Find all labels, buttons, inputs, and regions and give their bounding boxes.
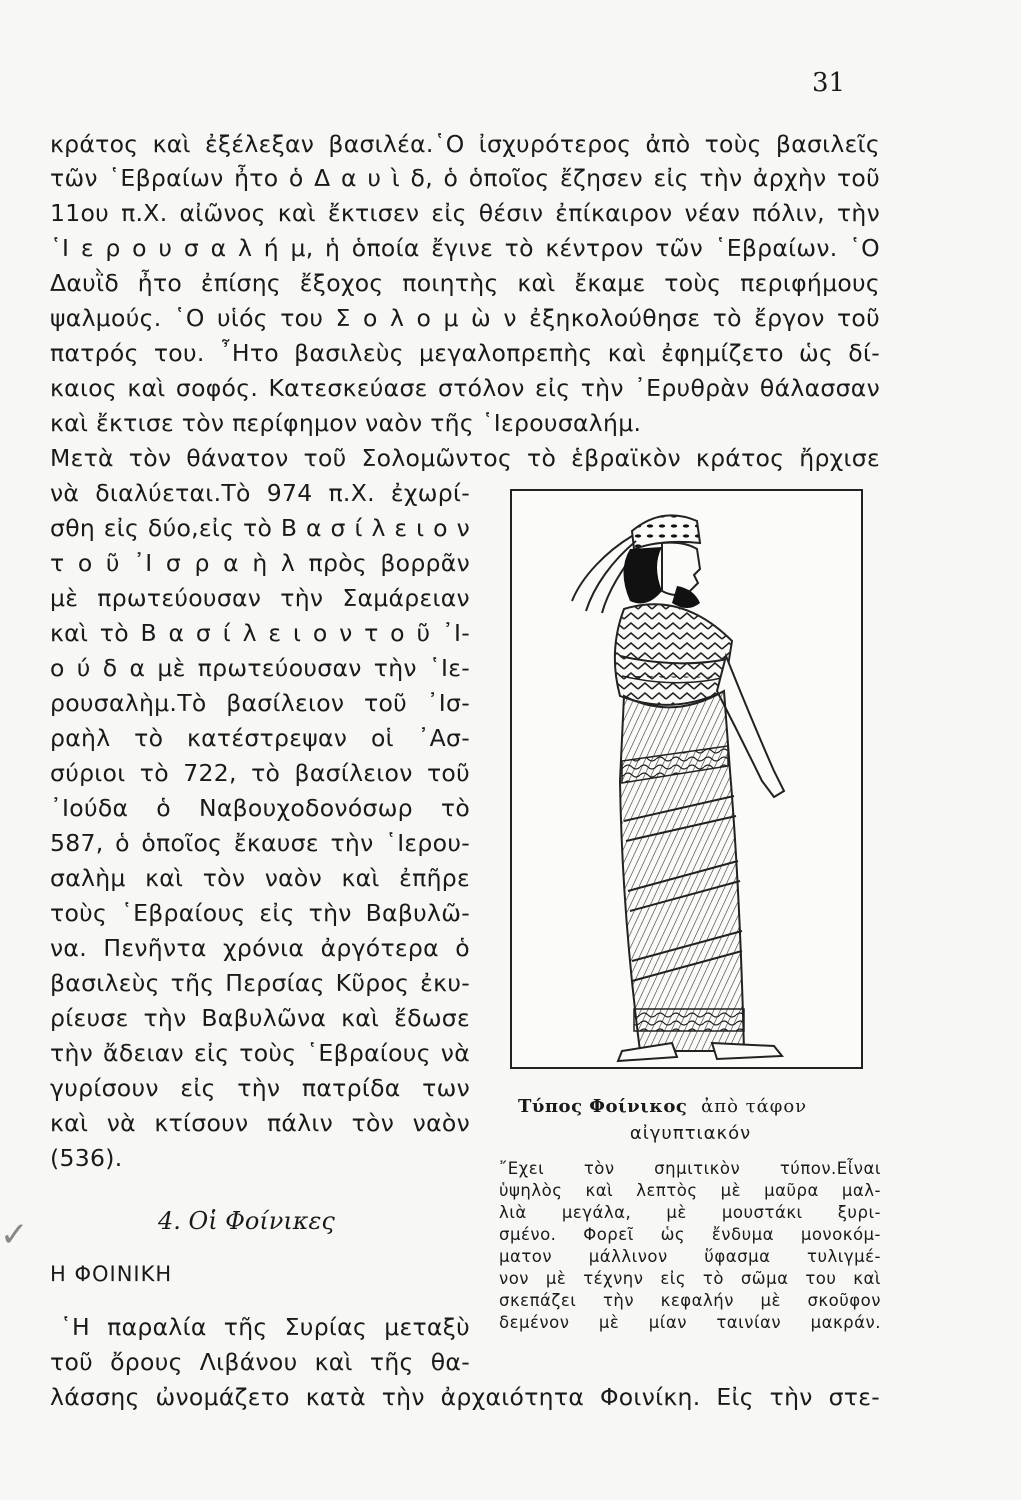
margin-check-mark: ✓ xyxy=(0,1215,29,1255)
text-line: μὲ πρωτεύουσαν τὴν Σαμάρειαν xyxy=(50,584,470,612)
page-number: 31 xyxy=(812,68,846,98)
section-heading: 4. Οἱ Φοίνικες xyxy=(158,1207,335,1235)
text-line: τὴν ἄδειαν εἰς τοὺς ῾Εβραίους νὰ xyxy=(50,1039,470,1067)
subheading: Η ΦΟΙΝΙΚΗ xyxy=(50,1262,173,1286)
text-line: γυρίσουν εἰς τὴν πατρίδα των xyxy=(50,1074,470,1102)
text-line: κράτος καὶ ἐξέλεξαν βασιλέα.῾Ο ἰσχυρότερος ἀπὸ τοὺς βασιλεῖς xyxy=(50,130,880,158)
text-line: ῾Η παραλία τῆς Συρίας μεταξὺ xyxy=(60,1313,470,1341)
text-line: βασιλεὺς τῆς Περσίας Κῦρος ἐκυ- xyxy=(50,969,470,997)
text-line: ο ύ δ α μὲ πρωτεύουσαν τὴν ῾Ιε- xyxy=(50,654,470,682)
text-line: ψαλμούς. ῾Ο υἱός του Σ ο λ ο μ ὼ ν ἐξηκολούθησε τὸ ἔργον τοῦ xyxy=(50,304,880,332)
text-line: σύριοι τὸ 722, τὸ βασίλειον τοῦ xyxy=(50,759,470,787)
text-line: (536). xyxy=(50,1144,123,1172)
text-line: καιος καὶ σοφός. Κατεσκεύασε στόλον εἰς τὴν ᾿Ερυθρὰν θάλασσαν xyxy=(50,374,880,402)
text-line: ᾿Ιούδα ὁ Ναβουχοδονόσωρ τὸ xyxy=(50,794,470,822)
text-line: ρουσαλὴμ.Τὸ βασίλειον τοῦ ᾿Ισ- xyxy=(50,689,470,717)
text-line: λάσσης ὠνομάζετο κατὰ τὴν ἀρχαιότητα Φοινίκη. Εἰς τὴν στε- xyxy=(50,1383,880,1411)
caption-title-bold: Τύπος Φοίνικος xyxy=(518,1096,688,1117)
text-line: Δαυῒδ ἦτο ἐπίσης ἔξοχος ποιητὴς καὶ ἔκαμε τοὺς περιφήμους xyxy=(50,269,880,297)
text-line: καὶ ἔκτισε τὸν περίφημον ναὸν τῆς ῾Ιερουσαλήμ. xyxy=(50,409,642,437)
text-line: καὶ νὰ κτίσουν πάλιν τὸν ναὸν xyxy=(50,1109,470,1137)
caption-source: ἀπὸ τάφον xyxy=(701,1096,808,1117)
text-line: τοὺς ῾Εβραίους εἰς τὴν Βαβυλῶ- xyxy=(50,899,470,927)
figure-caption-title xyxy=(518,1096,863,1117)
caption-line: λιὰ μεγάλα, μὲ μουστάκι ξυρι- xyxy=(499,1203,881,1222)
text-line: 587, ὁ ὁποῖος ἔκαυσε τὴν ῾Ιερου- xyxy=(50,829,470,857)
text-line: ρίευσε τὴν Βαβυλῶνα καὶ ἔδωσε xyxy=(50,1004,470,1032)
text-line: νὰ διαλύεται.Τὸ 974 π.Χ. ἐχωρί- xyxy=(50,479,470,507)
text-line: να. Πενῆντα χρόνια ἀργότερα ὁ xyxy=(50,934,470,962)
phoenician-figure-illustration xyxy=(512,491,861,1067)
caption-line: ῎Εχει τὸν σημιτικὸν τύπον.Εἶναι xyxy=(499,1159,881,1178)
text-line: Μετὰ τὸν θάνατον τοῦ Σολομῶντος τὸ ἑβραϊκὸν κράτος ἤρχισε xyxy=(50,444,880,472)
text-line: σαλὴμ καὶ τὸν ναὸν καὶ ἐπῆρε xyxy=(50,864,470,892)
caption-line: δεμένον μὲ μίαν ταινίαν μακράν. xyxy=(499,1313,881,1332)
text-line: τ ο ῦ ᾿Ι σ ρ α ὴ λ πρὸς βορρᾶν xyxy=(50,549,470,577)
text-line: καὶ τὸ Β α σ ί λ ε ι ο ν τ ο ῦ ᾿Ι- xyxy=(50,619,470,647)
caption-source-line2: αἰγυπτιακόν xyxy=(629,1123,752,1144)
caption-line: νον μὲ τέχνην εἰς τὸ σῶμα του καὶ xyxy=(499,1269,881,1288)
text-line: ραὴλ τὸ κατέστρεψαν οἱ ᾿Ασ- xyxy=(50,724,470,752)
caption-line: ματον μάλλινον ὕφασμα τυλιγμέ- xyxy=(499,1247,881,1266)
caption-line: ὑψηλὸς καὶ λεπτὸς μὲ μαῦρα μαλ- xyxy=(499,1181,881,1200)
text-line: ῾Ι ε ρ ο υ σ α λ ή μ, ἡ ὁποία ἔγινε τὸ κέντρον τῶν ῾Εβραίων. ῾Ο xyxy=(50,234,880,262)
caption-line: σκεπάζει τὴν κεφαλήν μὲ σκοῦφον xyxy=(499,1291,881,1310)
text-line: τῶν ῾Εβραίων ἦτο ὁ Δ α υ ὶ δ, ὁ ὁποῖος ἔζησεν εἰς τὴν ἀρχὴν τοῦ xyxy=(50,164,880,192)
text-line: σθη εἰς δύο,εἰς τὸ Β α σ ί λ ε ι ο ν xyxy=(50,514,470,542)
text-line: τοῦ ὄρους Λιβάνου καὶ τῆς θα- xyxy=(50,1348,470,1376)
text-line: πατρός του. ῏Ητο βασιλεὺς μεγαλοπρεπὴς καὶ ἐφημίζετο ὡς δί- xyxy=(50,339,880,367)
caption-line: σμένο. Φορεῖ ὡς ἔνδυμα μονοκόμ- xyxy=(499,1225,881,1244)
figure-frame xyxy=(510,489,863,1069)
text-line: 11ου π.Χ. αἰῶνος καὶ ἔκτισεν εἰς θέσιν ἐπίκαιρον νέαν πόλιν, τὴν xyxy=(50,199,880,227)
